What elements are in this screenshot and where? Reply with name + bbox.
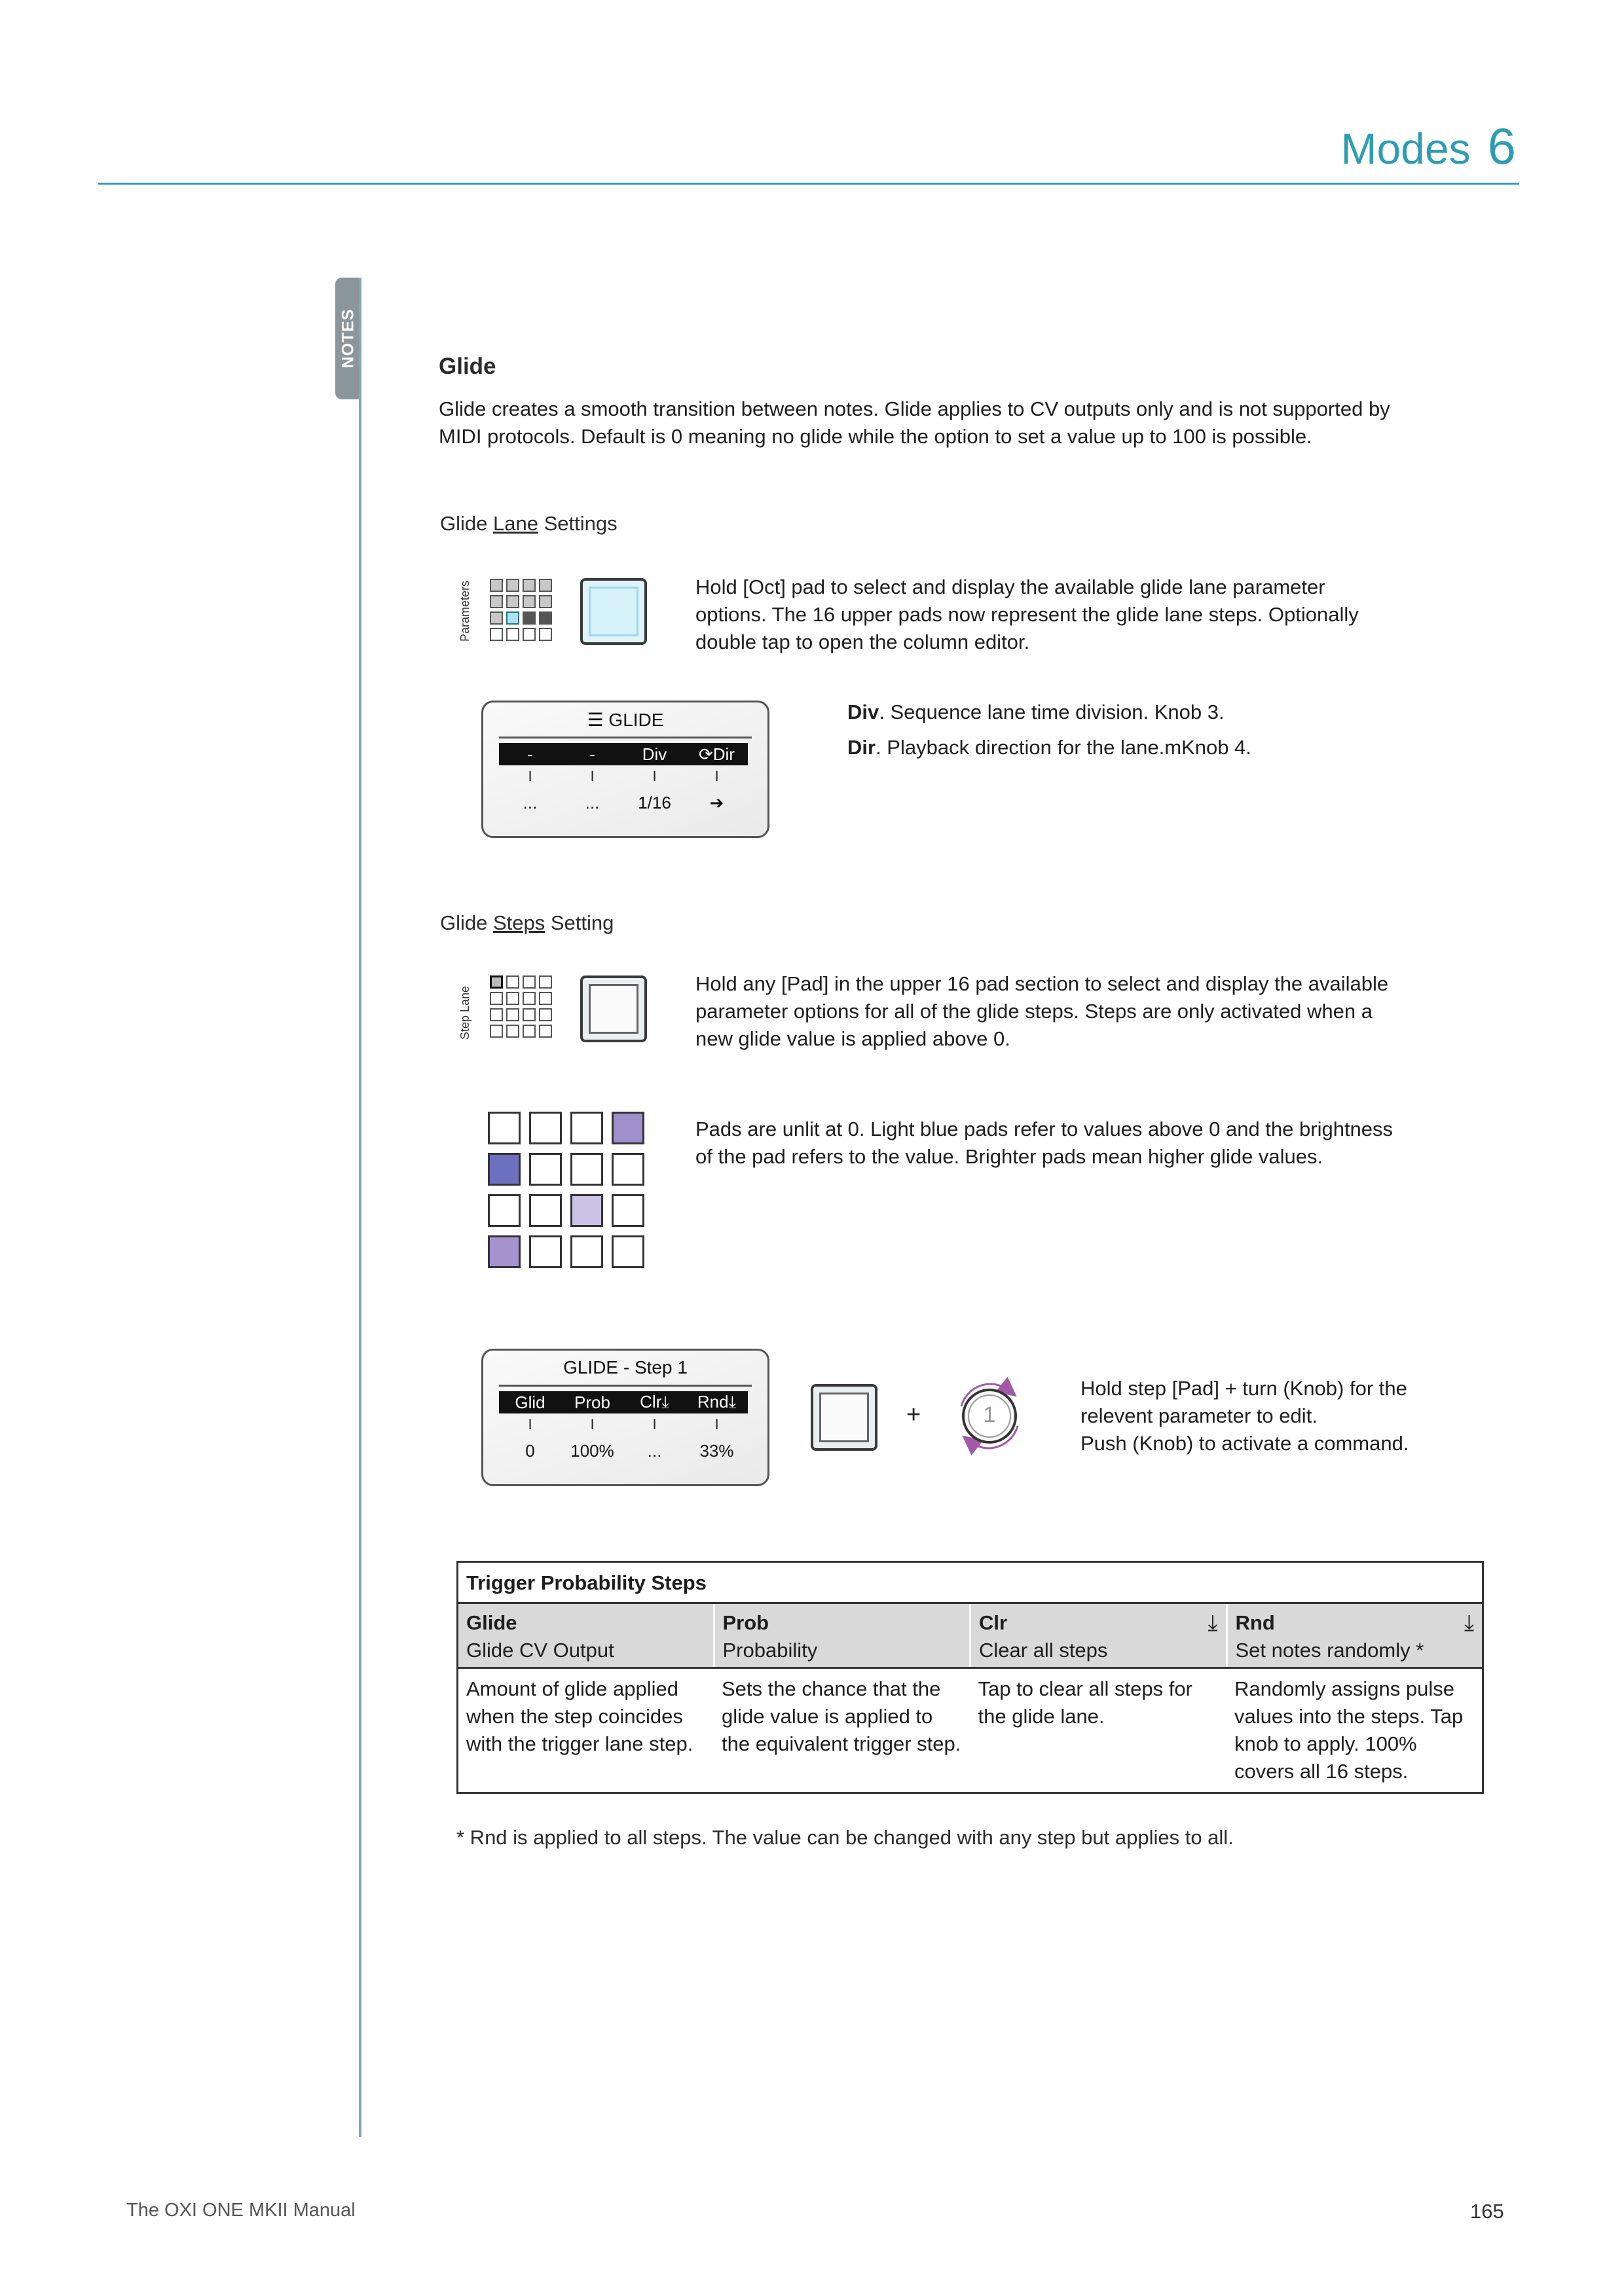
step-pad[interactable] (529, 1194, 562, 1227)
notes-tab (335, 278, 361, 399)
table-header-row (458, 1603, 1483, 1637)
lane-param-list (847, 699, 1251, 761)
download-icon: ⤓ (1464, 1611, 1474, 1635)
mini-pad (523, 611, 536, 625)
column-header: Rnd ⤓ (1227, 1603, 1483, 1637)
glide-lane-screen: ☰ GLIDE - - Div ⟳Dir I I I I ... ... 1/16 ➔ (481, 701, 769, 838)
table-caption-row (458, 1562, 1483, 1603)
screen-param-bar (499, 1391, 748, 1413)
screen-value: 0 (525, 1441, 535, 1461)
knob-number: 1 (983, 1402, 996, 1427)
step-pad[interactable] (529, 1112, 562, 1144)
step-pad[interactable] (488, 1112, 521, 1144)
step-pad[interactable] (488, 1153, 521, 1186)
lane-settings-heading: Glide Lane Settings (440, 512, 618, 535)
mini-pad (490, 1025, 503, 1038)
download-icon: ⤓ (661, 1392, 669, 1412)
screen-value: ... (647, 1441, 662, 1461)
pads-description: Pads are unlit at 0. Light blue pads refer to values above 0 and the brightness of the pad refers to the value. Brighter pads mean higher glide values. (695, 1118, 1393, 1168)
step-pad[interactable] (529, 1153, 562, 1186)
chapter-number: 6 (1487, 117, 1516, 175)
screen-param: Prob (574, 1392, 610, 1412)
step-pad[interactable] (811, 1384, 877, 1451)
mini-pad (539, 1025, 552, 1038)
mini-pad (506, 992, 519, 1005)
knob[interactable] (947, 1374, 1032, 1459)
table-cell: Randomly assigns pulse values into the steps. Tap knob to apply. 100% covers all 16 steps. (1234, 1677, 1464, 1783)
parameters-icon-label: Parameters (458, 580, 471, 642)
param-dir: Dir. Playback direction for the lane.mKnob 4. (847, 736, 1251, 759)
table-row (458, 1668, 1483, 1793)
screen-param: - (589, 744, 595, 764)
mini-pad (523, 1008, 536, 1021)
mini-pad-oct-selected (506, 611, 519, 625)
intro-line: MIDI protocols. Default is 0 meaning no glide while the option to set a value up to 100 is possible. (439, 425, 1312, 448)
mini-pad (490, 579, 503, 592)
mini-pad-selected (490, 975, 503, 989)
step-pad[interactable] (488, 1235, 521, 1268)
table-subtitle-row (458, 1637, 1483, 1668)
download-icon: ⤓ (1208, 1611, 1218, 1635)
column-subtitle: Probability (714, 1637, 970, 1668)
screen-title: GLIDE - Step 1 (563, 1357, 688, 1377)
notes-label: NOTES (339, 308, 358, 369)
step-pad[interactable] (612, 1112, 644, 1144)
step-pad[interactable] (612, 1235, 644, 1268)
mini-pad (539, 595, 552, 608)
step-pad[interactable] (570, 1235, 603, 1268)
step-lane-icon-label: Step Lane (458, 985, 471, 1040)
oct-pad-lit[interactable] (580, 578, 647, 645)
column-subtitle: Clear all steps (970, 1637, 1227, 1668)
mini-pad (506, 1008, 519, 1021)
table-cell: Tap to clear all steps for the glide lane. (978, 1677, 1192, 1728)
mini-pad (523, 579, 536, 592)
edit-description: Hold step [Pad] + turn (Knob) for the relevent parameter to edit. Push (Knob) to activate a command. (1080, 1377, 1409, 1455)
screen-title: ☰ GLIDE (587, 710, 664, 730)
mini-pad (539, 975, 552, 989)
mini-pad (490, 1008, 503, 1021)
column-header: Glide (458, 1603, 714, 1637)
step-pad[interactable] (612, 1194, 644, 1227)
step-pad[interactable] (580, 975, 647, 1042)
plus-sign: + (906, 1401, 921, 1429)
screen-param: Glid (515, 1392, 545, 1412)
screen-values (499, 1441, 748, 1461)
column-subtitle: Set notes randomly * (1227, 1637, 1483, 1668)
mini-pad (490, 992, 503, 1005)
mini-pad (506, 975, 519, 989)
step-pad[interactable] (529, 1235, 562, 1268)
sliders-icon: ☰ (587, 710, 609, 730)
mini-pad (506, 1025, 519, 1038)
mini-pad (539, 628, 552, 641)
screen-value: 100% (570, 1441, 614, 1461)
glide-step-screen: GLIDE - Step 1 Glid Prob Clr⤓ Rnd⤓ I I I I 0 100% ... 33% (481, 1349, 769, 1486)
mini-pad (506, 595, 519, 608)
header-rule (98, 183, 1519, 185)
step-pad[interactable] (570, 1153, 603, 1186)
chapter-title: Modes (1340, 124, 1471, 173)
screen-param-bar (499, 743, 748, 765)
mini-pad (523, 595, 536, 608)
screen-values (499, 793, 748, 813)
screen-param: Clr⤓ (640, 1392, 669, 1412)
table-caption: Trigger Probability Steps (458, 1562, 1483, 1603)
footer-page-number: 165 (1470, 2200, 1504, 2223)
param-div: Div. Sequence lane time division. Knob 3. (847, 701, 1225, 723)
parameters-pad-icon (490, 579, 552, 641)
step-pad[interactable] (612, 1153, 644, 1186)
step-pad[interactable] (570, 1112, 603, 1144)
mini-pad (523, 975, 536, 989)
footer-manual-title: The OXI ONE MKII Manual (126, 2200, 356, 2221)
screen-value: ... (523, 793, 538, 812)
screen-value: 33% (699, 1441, 734, 1461)
mini-pad (523, 1025, 536, 1038)
mini-pad (506, 579, 519, 592)
screen-param: ⟳Dir (698, 744, 735, 764)
mini-pad (523, 992, 536, 1005)
mini-pad (490, 595, 503, 608)
section-title: Glide (439, 354, 496, 379)
notes-line (359, 278, 361, 2137)
direction-icon: ⟳ (698, 744, 713, 764)
lane-settings-description: Hold [Oct] pad to select and display the available glide lane parameter options. The 16 upper pads now represent the glide lane steps. Optionally double tap to open the column editor. (695, 575, 1359, 653)
screen-param: Div (642, 744, 667, 764)
step-lane-pad-icon (490, 975, 552, 1038)
trigger-probability-table (456, 1561, 1484, 1794)
screen-value: ... (585, 793, 600, 812)
chapter-header (1341, 117, 1517, 175)
glide-pad-grid (488, 1112, 644, 1268)
mini-pad (506, 628, 519, 641)
table-cell: Sets the chance that the glide value is applied to the equivalent trigger step. (722, 1677, 961, 1755)
mini-pad (490, 611, 503, 625)
column-header: Prob (714, 1603, 970, 1637)
screen-value: 1/16 (638, 793, 671, 812)
step-pad[interactable] (570, 1194, 603, 1227)
screen-param: Rnd⤓ (697, 1392, 737, 1412)
mini-pad (523, 628, 536, 641)
mini-pad (539, 579, 552, 592)
screen-value: ➔ (709, 793, 724, 812)
table-cell: Amount of glide applied when the step coincides with the trigger lane step. (466, 1677, 693, 1755)
column-subtitle: Glide CV Output (458, 1637, 714, 1668)
mini-pad (539, 992, 552, 1005)
mini-pad (539, 1008, 552, 1021)
screen-param: - (527, 744, 533, 764)
column-header: Clr ⤓ (970, 1603, 1227, 1637)
mini-pad (539, 611, 552, 625)
download-icon: ⤓ (728, 1392, 737, 1412)
section-intro (439, 395, 1390, 450)
steps-setting-description: Hold any [Pad] in the upper 16 pad section to select and display the available parameter options for all of the glide steps. Steps are only activated when a new glide value is applied above 0. (695, 972, 1389, 1050)
intro-line: Glide creates a smooth transition between notes. Glide applies to CV outputs only and is not supported by (439, 397, 1390, 420)
mini-pad (490, 628, 503, 641)
steps-setting-heading: Glide Steps Setting (440, 911, 614, 934)
footnote: * Rnd is applied to all steps. The value can be changed with any step but applies to all. (456, 1826, 1234, 1849)
step-pad[interactable] (488, 1194, 521, 1227)
